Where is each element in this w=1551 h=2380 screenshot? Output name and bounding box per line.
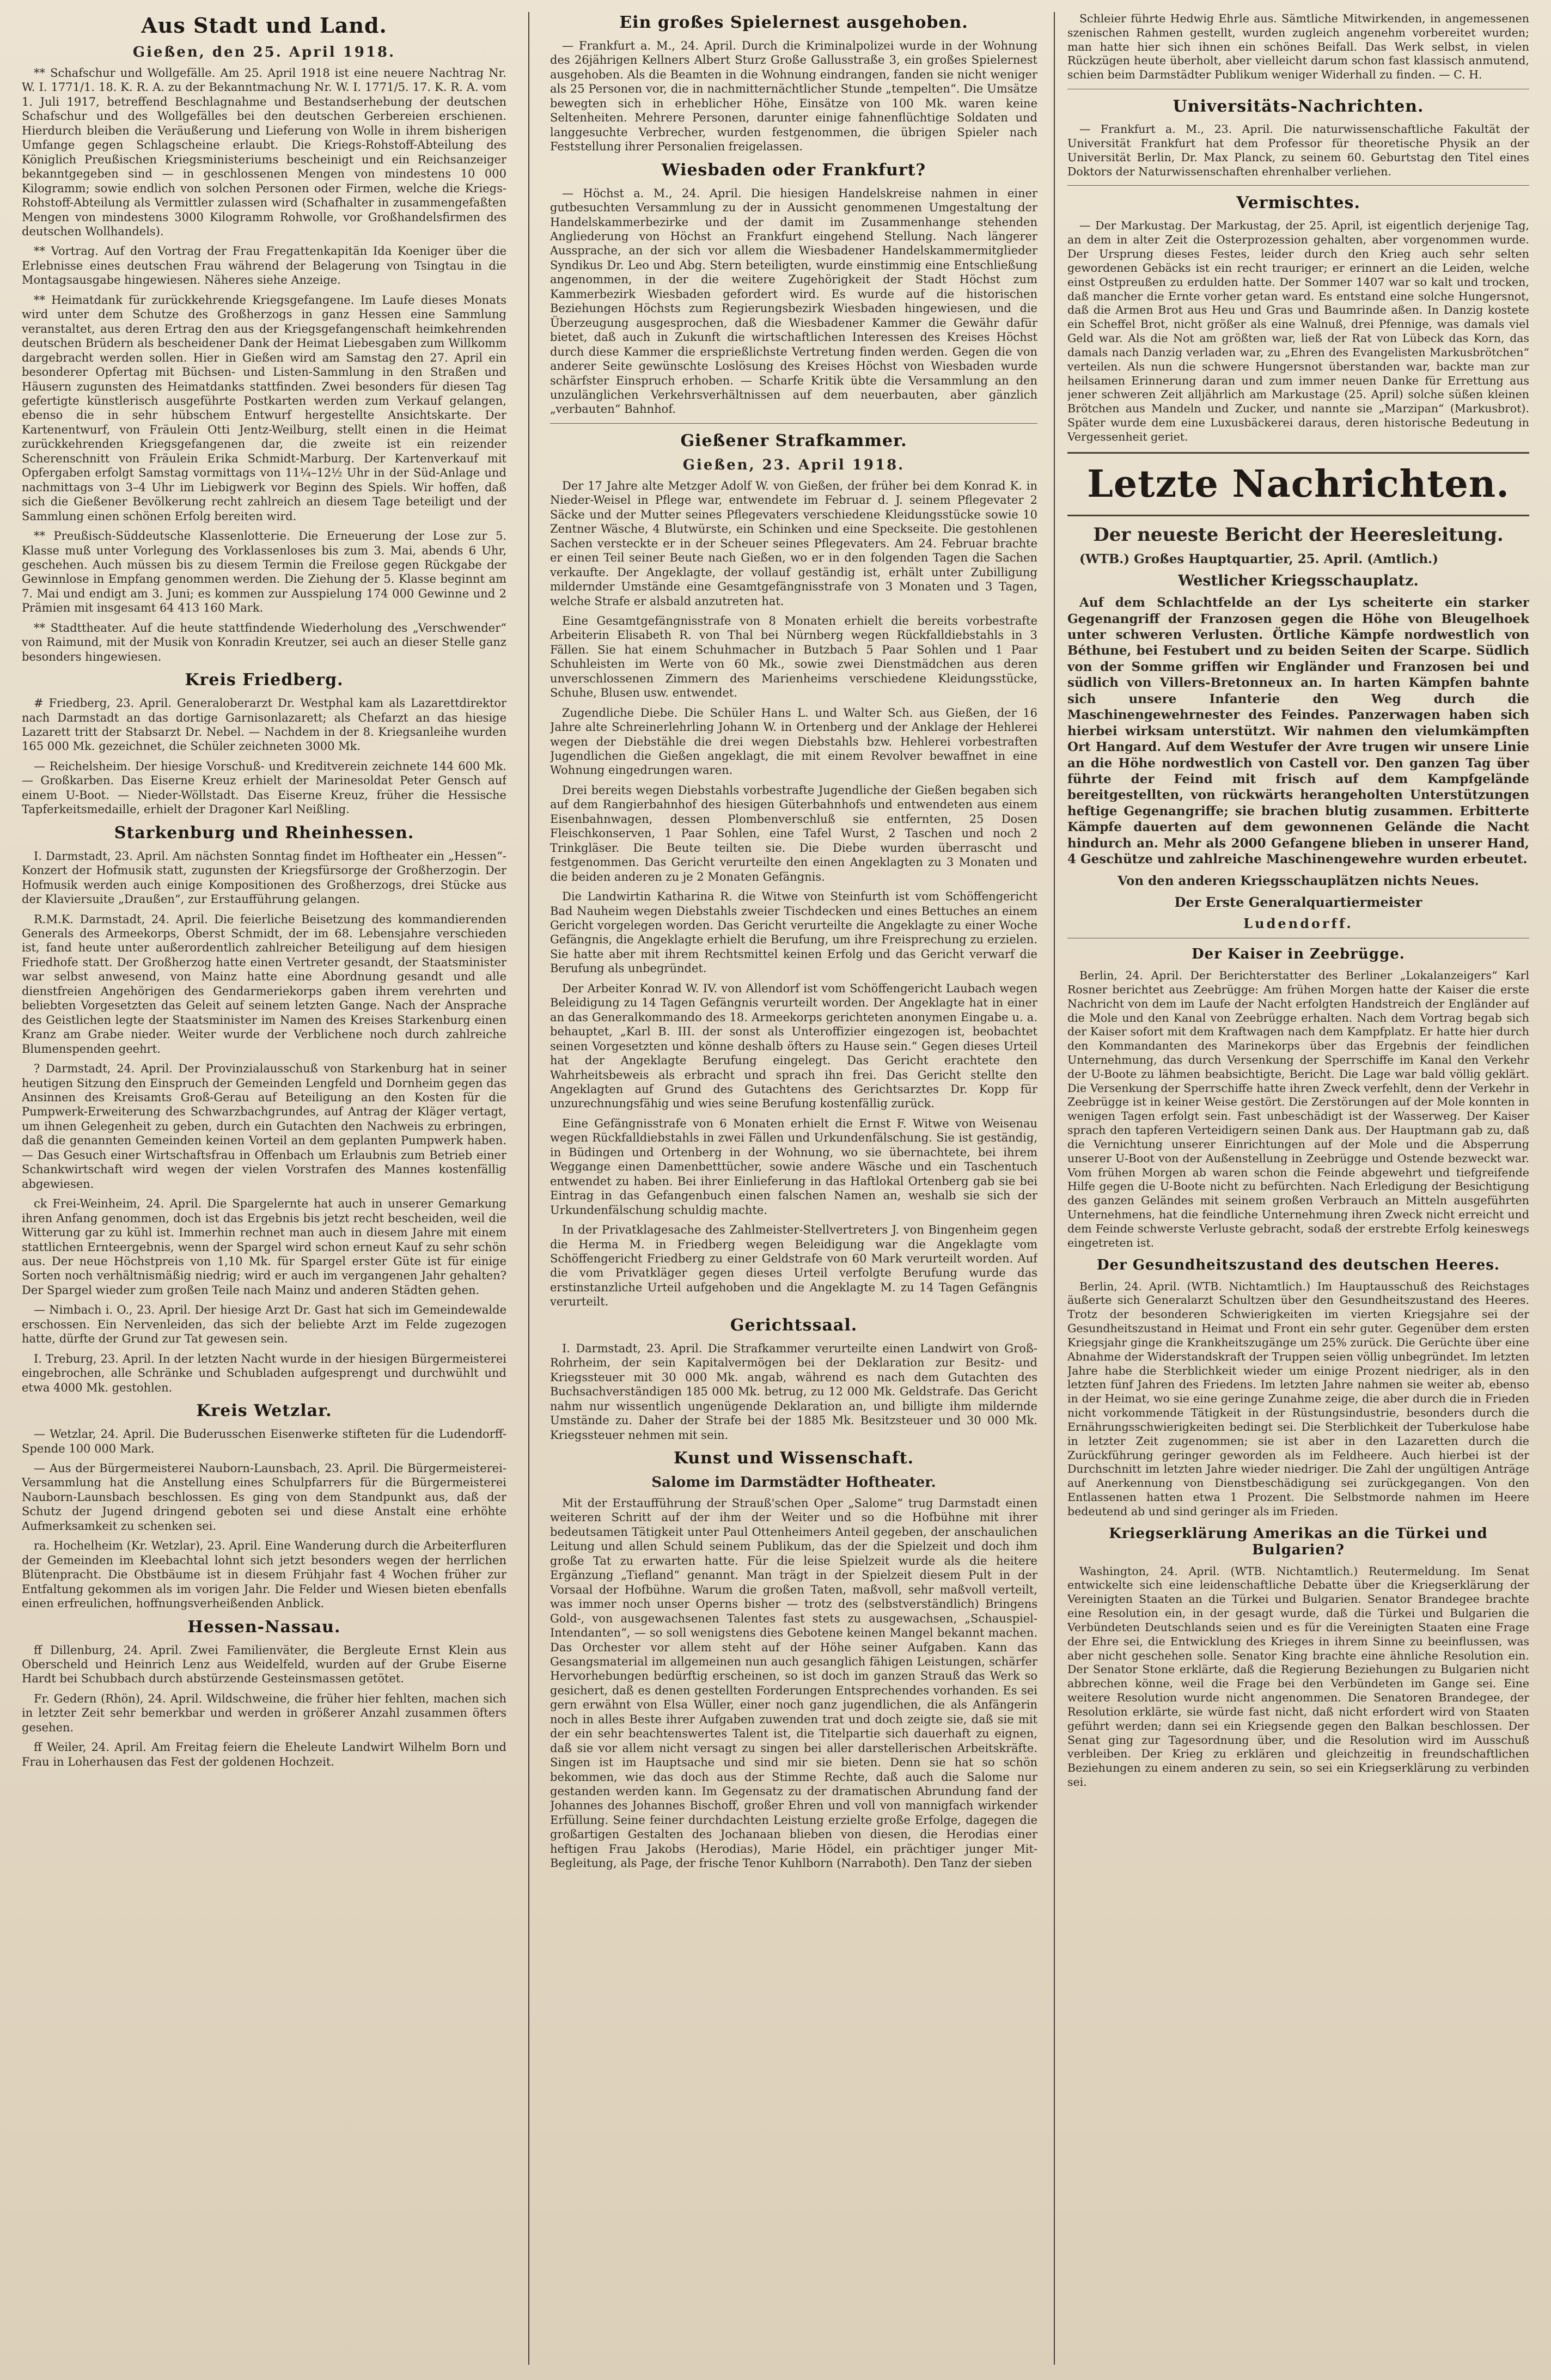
article-paragraph: Schleier führte Hedwig Ehrle aus. Sämtliche Mitwirkenden, in angemessenen szenischen Rahmen gestellt, wurden zugleich angenehm vorbereitet wurden; man hatte hier sich ihnen ein schönes Beifall. Das Werk selbst, in vielen Rückzügen heute überholt, aber vielleicht darum schon fast klassisch anmutend, schien beim Darmstädter Publikum weniger Widerhall zu finden. — C. H. xyxy=(1067,12,1529,82)
article-paragraph: Berlin, 24. April. (WTB. Nichtamtlich.) Im Hauptausschuß des Reichstages äußerte sich Generalarzt Schultzen über den Gesundheitszustand des Heeres. Trotz der besonderen Schwierigkeiten im vierten Kriegsjahre sei der Gesundheitszustand in Heimat und Front ein sehr guter. Gegenüber dem ersten Kriegsjahr ginge die Krankheitszugänge um 25% zurück. Die Gerüchte über eine Abnahme der Widerstandskraft der Truppen seien völlig unbegründet. Im letzten Jahre habe die Sterblichkeit wieder um einige Prozent niedriger, als in den letzten fünf Jahren des Friedens. Im letzten Jahre nahmen sie weiter ab, ebenso in der Heimat, wo sie eine geringe Zunahme zeige, die aber durch die in Frieden nicht vorkommende Tätigkeit in der Rüstungsindustrie, besonders durch die Ernährungsschwierigkeiten bedingt sei. Die Sterblichkeit der Tuberkulose habe in letzter Zeit zugenommen; sie ist aber in den Lazaretten durch die Zurückführung geringer geworden als im Feldheere. Auch hierbei ist der Durchschnitt im letzten Jahre wieder niedriger. Die Zahl der ungültigen Anträge auf Anerkennung von Dienstbeschädigung sei zurückgegangen. Von den Entlassenen hatten etwa 1 Prozent. Die Selbstmorde nahmen im Heere bedeutend ab und sind geringer als im Frieden. xyxy=(1067,1279,1529,1518)
article-paragraph: In der Privatklagesache des Zahlmeister-Stellvertreters J. von Bingenheim gegen die Herma M. in Friedberg wegen Beleidigung war die Angeklagte vom Schöffengericht Friedberg zu einer Geldstrafe von 60 Mark verurteilt worden. Auf die vom Privatkläger gegen dieses Urteil verfolgte Berufung wurde das erstinstanzliche Urteil aufgehoben und die Angeklagte M. zu 14 Tagen Gefängnis verurteilt. xyxy=(550,1223,1037,1309)
article-paragraph: Fr. Gedern (Rhön), 24. April. Wildschweine, die früher hier fehlten, machen sich in letzter Zeit sehr bemerkbar und werden in größerer Anzahl zusammen öfters gesehen. xyxy=(22,1692,506,1734)
article-paragraph: Washington, 24. April. (WTB. Nichtamtlich.) Reutermeldung. Im Senat entwickelte sich eine leidenschaftliche Debatte über die Kriegserklärung der Vereinigten Staaten an die Türkei und Bulgarien. Senator Brandegee brachte eine Resolution ein, in der gesagt wurde, daß die Türkei und Bulgarien die Verbündeten Deutschlands seien und es für die Vereinigten Staaten eine Frage der Ehre sei, die Entwicklung des Krieges in ihrem Sinne zu beeinflussen, was aber nicht geschehen solle. Senator King brachte eine ähnliche Resolution ein. Der Senator Stone erklärte, daß die Regierung Beziehungen zu Bulgarien nicht abbrechen könne, weil die Frage bei den Verbündeten im Gange sei. Eine weitere Resolution wurde nicht angenommen. Die Senatoren Brandegee, der Resolution erklärte, sie würde fast nicht, daß nicht erfordert wird von Staaten geführt werden; dann sei ein Kriegsende gegen den Balkan beschlossen. Der Senat ging zur Tagesordnung über, und die Resolution wird im Ausschuß verbleiben. Der Krieg zu erklären und gleichzeitig in freundschaftlichen Beziehungen zu einem anderen zu sein, so sei ein Kriegserklärung zu verbinden sei. xyxy=(1067,1564,1529,1789)
article-paragraph: ** Preußisch-Süddeutsche Klassenlotterie. Die Erneuerung der Lose zur 5. Klasse muß unter Vorlegung des Vorklassenloses bis zum 3. Mai, abends 6 Uhr, geschehen. Auch müssen bis zu diesem Termin die Freilose gegen Rückgabe der Gewinnlose in Empfang genommen werden. Die Ziehung der 5. Klasse beginnt am 7. Mai und endigt am 3. Juni; es kommen zur Ausspielung 174 000 Gewinne und 2 Prämien mit insgesamt 64 413 160 Mark. xyxy=(22,529,506,615)
divider xyxy=(1067,452,1529,454)
article-paragraph: Berlin, 24. April. Der Berichterstatter des Berliner „Lokalanzeigers“ Karl Rosner berichtet aus Zeebrügge: Am frühen Morgen hatte der Kaiser die erste Nachricht von dem im Laufe der Nacht erfolgten Handstreich der Engländer auf die Mole und den Kanal von Zeebrügge erhalten. Nach dem Vortrag begab sich der Kaiser sofort mit dem Kraftwagen nach dem Kampfplatz. Er hatte hier durch den Kommandanten des Marinekorps über das Ergebnis der feindlichen Unternehmung, das durch Versenkung der Sperrschiffe im Kanal den Verkehr der U-Boote zu lähmen beabsichtigte, Bericht. Die Lage war bald völlig geklärt. Die Versenkung der Sperrschiffe hatte ihren Zweck verfehlt, denn der Verkehr in Zeebrügge ist in keiner Weise gestört. Die Zerstörungen auf der Mole konnten in wenigen Tagen erfolgt sein. Fast unbeschädigt ist der Wasserweg. Der Kaiser sprach den tapferen Verteidigern seinen Dank aus. Der Hauptmann gab zu, daß die Vernichtung unserer Einrichtungen auf der Mole und die Absperrung unserer U-Boot von der Außenstellung in Zeebrügge und Ostende bezweckt war. Vom frühen Morgen ab waren schon die Feinde abgewehrt und tiefgreifende Hilfe gegen die U-Boote nicht zu befürchten. Nach Erledigung der Besichtigung des ganzen Geländes mit seinem großen Verbrauch an Mitteln ausgeführten Unternehmens, hat die feindliche Unternehmung ihren Zweck nicht erreicht und dem Feinde schwerste Verluste gebracht, sodaß der erstrebte Erfolg keineswegs eingetreten ist. xyxy=(1067,969,1529,1249)
article-paragraph: ? Darmstadt, 24. April. Der Provinzialausschuß von Starkenburg hat in seiner heutigen Sitzung den Einspruch der Gemeinden Lengfeld und Dornheim gegen das Ansinnen des Kreisamts Groß-Gerau auf Beteiligung an den Kosten für die Pumpwerk-Erweiterung des Schwarzbachgrundes, auf Antrag der Kläger vertagt, um ihnen Gelegenheit zu geben, durch ein Gutachten den Nachweis zu erbringen, daß die genannten Gemeinden keinen Vorteil an dem geplanten Pumpwerk haben. — Das Gesuch einer Wirtschaftsfrau in Offenbach um Erlaubnis zum Betrieb einer Schankwirtschaft wird wegen der vielen Vorstrafen des Mannes kostenfällig abgewiesen. xyxy=(22,1062,506,1191)
article-paragraph: ra. Hochelheim (Kr. Wetzlar), 23. April. Eine Wanderung durch die Arbeiterfluren der Gemeinden im Kleebachtal lohnt sich jetzt besonders wegen der herrlichen Blütenpracht. Die Obstbäume ist in diesem Frühjahr fast 4 Wochen früher zur Entfaltung gekommen als im vorigen Jahr. Die Felder und Wiesen bieten ebenfalls einen erfreulichen, hoffnungsverheißenden Anblick. xyxy=(22,1539,506,1610)
article-paragraph: ** Stadttheater. Auf die heute stattfindende Wiederholung des „Verschwender“ von Raimund, mit der Musik von Konradin Kreutzer, sei auch an dieser Stelle ganz besonders hingewiesen. xyxy=(22,621,506,663)
article-paragraph: I. Treburg, 23. April. In der letzten Nacht wurde in der hiesigen Bürgermeisterei eingebrochen, alle Schränke und Schubladen aufgesprengt und durchwühlt und etwa 4000 Mk. gestohlen. xyxy=(22,1352,506,1394)
article-paragraph: — Frankfurt a. M., 24. April. Durch die Kriminalpolizei wurde in der Wohnung des 26jährigen Kellners Albert Sturz Große Gallusstraße 3, ein großes Spielernest ausgehoben. Als die Beamten in die Wohnung eindrangen, fanden sie nicht weniger als 25 Personen vor, die in nachmitternächtlicher Stunde „tempelten“. Die Umsätze bewegten sich in erheblicher Höhe, Einsätze von 100 Mk. waren keine Seltenheiten. Mehrere Personen, darunter einige fahnenflüchtige Soldaten und langgesuchte Verbrecher, wurden festgenommen, die übrigen Spieler nach Feststellung ihrer Personalien freigelassen. xyxy=(550,39,1037,154)
article-paragraph: Die Landwirtin Katharina R. die Witwe von Steinfurth ist vom Schöffengericht Bad Nauheim wegen Diebstahls zweier Tischdecken und eines Bettuches an einem Gericht vorgelegen worden. Das Gericht verurteilte die Angeklagte zu einer Woche Gefängnis, die Angeklagte erhielt die Berufung, um ihre Freisprechung zu erzielen. Sie hatte aber mit ihrem Rechtsmittel keinen Erfolg und das Gericht verwarf die Berufung als unbegründet. xyxy=(550,890,1037,975)
report-source: (WTB.) Großes Hauptquartier, 25. April. (Amtlich.) xyxy=(1079,551,1439,566)
article-paragraph: — Wetzlar, 24. April. Die Buderusschen Eisenwerke stifteten für die Ludendorff-Spende 100 000 Mark. xyxy=(22,1427,506,1455)
column-rule xyxy=(528,12,529,2365)
article-paragraph: — Frankfurt a. M., 23. April. Die naturwissenschaftliche Fakultät der Universität Frankfurt hat dem Professor für theoretische Physik an der Universität Berlin, Dr. Max Planck, zu seinem 60. Geburtstag den Titel eines Doktors der Naturwissenschaften ehrenhalber verliehen. xyxy=(1067,123,1529,178)
article-heading-universitaet: Universitäts-Nachrichten. xyxy=(1173,97,1424,117)
column-2 xyxy=(550,12,1037,2365)
article-heading-gerichtssaal: Gerichtssaal. xyxy=(730,1315,858,1335)
section-heading-kreis-friedberg: Kreis Friedberg. xyxy=(185,670,344,690)
article-paragraph: Mit der Erstaufführung der Strauß'schen Oper „Salome“ trug Darmstadt einen weiteren Schritt auf der ihm der Weiter und so die Hofbühne mit ihrer bedeutsamen Tätigkeit unter Paul Ottenheimers Anteil gegeben, der anschaulichen Leitung und allen Schuld seinem Publikum, das der die Spielzeit und doch ihm große Tat zu erwarten hatte. Für die leise Spielzeit wurde als die heitere Ergänzung „Tiefland“ genannt. Man trägt in der Spielzeit diesem Pult in der Vorsaal der Hofbühne. Warum die großen Taten, maßvoll, sehr maßvoll verteilt, was immer noch unser Operns bisher — trotz des (selbstverständlich) Bringens Gold-, von ausgewachsenen Talentes fast stets zu ausgewachsen, „Schauspiel-Intendanten“, — so soll wenigstens dies Gebotene keinen Mangel bekannt machen. Das Orchester vor allem steht auf der Höhe seiner Aufgaben. Kann das Gesangsmaterial im allgemeinen nun auch gesanglich fähigen Leistungen, schärfer Hervorhebungen bedürftig erscheinen, so ist doch im ganzen Strauß das Werk so gesichert, daß es denen gestellten Forderungen Entsprechendes vorhanden. Es sei gern erwähnt von Elsa Wüller, einer noch ganz jugendlichen, die als Anfängerin noch in alles Beste ihrer Aufgaben zuwenden trat und doch zeigte sie, daß sie mit der ein sehr beachtenswertes Talent ist, die Titelpartie sich dauerhaft zu eignen, daß sie vor allem nicht versagt zu singen bei aller darstellerischen Arbeitskräfte. Singen ist im Hauptsache und sind mir sie bieten. Denn sie hat so schön bekommen, wie das doch aus der Stimme Rechte, daß auch die Salome nur gestanden werden kann. Im Gegensatz zu der dramatischen Abrundung fand der Johannes des Johannes Bischoff, großer Ehren und voll von mannigfach wirkender Erfüllung. Seine feiner durchdachten Leistung erzielte große Erfolge, dagegen die großartigen Gestalten des Jochanaan blieben von diesen, die Herodias einer heftigen Frau Jakobs (Herodias), Marie Hödel, ein prächtiger junger Mit-Begleitung, als Page, der frische Tenor Kuhlborn (Narraboth). Den Tanz der sieben xyxy=(550,1496,1037,1870)
section-heading-letzte-nachrichten: Letzte Nachrichten. xyxy=(1087,462,1510,506)
divider xyxy=(550,423,1037,424)
column-3 xyxy=(1067,12,1529,2365)
column-1 xyxy=(22,12,506,2365)
article-paragraph: I. Darmstadt, 23. April. Die Strafkammer verurteilte einen Landwirt von Groß-Rohrheim, der sein Kapitalvermögen bei der Deklaration zur Besitz- und Kriegssteuer mit 30 000 Mk. angab, während es nach dem Gutachten des Buchsachverständigen 185 000 Mk. betrug, zu 12 000 Mk. Geldstrafe. Das Gericht nahm nur wissentlich ungenügende Deklaration an, und billigte ihm mildernde Umstände zu. Daher der Strafe bei der 1885 Mk. Besitzsteuer und 30 000 Mk. Kriegssteuer nehmen mit sein. xyxy=(550,1341,1037,1442)
signature-name: Ludendorff. xyxy=(1243,916,1353,932)
article-heading-gesundheit: Der Gesundheitszustand des deutschen Heeres. xyxy=(1097,1256,1500,1273)
article-paragraph: — Der Markustag. Der Markustag, der 25. April, ist eigentlich derjenige Tag, an dem in alter Zeit die Osterprozession gehalten, aber vorgenommen wurde. Der Ursprung dieses Festes, leider durch den Krieg auch sehr selten gewordenen Gebäcks ist ein recht trauriger; er erinnert an die Leiden, welche einst Ostpreußen zu erdulden hatte. Der Sommer 1407 war so kalt und trocken, daß mancher die Ernte vorher getan ward. Es entstand eine solche Hungersnot, daß die Armen Brot aus Heu und Gras und Baumrinde aßen. In Danzig kostete ein Scheffel Brot, nicht größer als eine Walnuß, drei Pfennige, was damals viel Geld war. Als die Not am größten war, ließ der Rat von Lübeck das Korn, das damals nach Danzig verladen war, zu „Ehren des Evangelisten Markusbrötchen“ verteilen. Als nun die schwere Hungersnot überstanden war, backte man zur heilsamen Erinnerung daran und zum immer neuen Danke für Errettung aus jener schweren Zeit alljährlich am Markustage (25. April) solche süßen kleinen Brötchen aus Mandeln und Zucker, und nannte sie „Marzipan“ (Markusbrot). Später wurde dem eine Luxusbäckerei daraus, deren historische Bedeutung in Vergessenheit geriet. xyxy=(1067,219,1529,443)
divider xyxy=(1067,515,1529,516)
dateline: Gießen, 23. April 1918. xyxy=(682,456,905,473)
article-paragraph: — Höchst a. M., 24. April. Die hiesigen Handelskreise nahmen in einer gutbesuchten Versammlung zu der in Aussicht genommenen Umgestaltung der Handelskammerbezirke und der damit im Zusammenhange stehenden Angliederung von Höchst an Frankfurt eingehend Stellung. Nach längerer Aussprache, an der sich vor allem die Wiesbadener Handelskammermitglieder Syndikus Dr. Leo und Abg. Stern beteiligten, wurde einstimmig eine Entschließung angenommen, in der die weitere Zugehörigkeit der Stadt Höchst zum Kammerbezirk Wiesbaden gefordert wird. Es wurde auf die historischen Beziehungen Höchsts zum Regierungsbezirk Wiesbaden hingewiesen, und die Überzeugung ausgesprochen, daß die Wiesbadener Kammer die Gewähr dafür bietet, daß auch in Zukunft die wirtschaftlichen Interessen des Kreises Höchst durch diese Kammer die ersprießlichste Vertretung finden werden. Gegen die von anderer Seite gewünschte Loslösung des Kreises Höchst von Wiesbaden wurde schärfster Einspruch erhoben. — Scharfe Kritik übte die Versammlung an den unzulänglichen Verkehrsverhältnissen auf dem neuerbauten, aber gänzlich „verbauten“ Bahnhof. xyxy=(550,186,1037,416)
article-paragraph: R.M.K. Darmstadt, 24. April. Die feierliche Beisetzung des kommandierenden Generals des Armeekorps, Oberst Schmidt, der im 68. Lebensjahre verschieden ist, fand heute unter außerordentlich zahlreicher Beteiligung auf dem hiesigen Friedhofe statt. Der Großherzog hatte einen Vertreter gesandt, der Staatsminister war selbst anwesend, von Mainz hatte eine Abordnung gesandt und alle dienstfreien Angehörigen des Gendarmeriekorps gaben ihrem verehrten und beliebten Vorgesetzten das Geleit auf seinem letzten Gange. Nach der Ansprache des Geistlichen legte der Staatsminister im Namen des Kreises Starkenburg einen Kranz am Grabe nieder. Weiter wurde der Verblichene noch durch zahlreiche Blumenspenden geehrt. xyxy=(22,912,506,1055)
dateline: Gießen, den 25. April 1918. xyxy=(132,44,396,60)
article-paragraph: ff Dillenburg, 24. April. Zwei Familienväter, die Bergleute Ernst Klein aus Oberscheld und Heinrich Lenz aus Weidelfeld, wurden auf der Grube Eiserne Hardt bei Schubbach durch abstürzende Gesteinsmassen getötet. xyxy=(22,1643,506,1686)
section-heading-starkenburg: Starkenburg und Rheinhessen. xyxy=(114,823,414,843)
front-heading: Westlicher Kriegsschauplatz. xyxy=(1178,572,1419,590)
article-paragraph: Der Arbeiter Konrad W. IV. von Allendorf ist vom Schöffengericht Laubach wegen Beleidigung zu 14 Tagen Gefängnis verurteilt worden. Der Angeklagte hat in einer an das Generalkommando des 18. Armeekorps gerichteten anonymen Eingabe u. a. behauptet, „Karl B. III. der sonst als Unteroffizier eingezogen ist, beobachtet seinen Vorgesetzten und könne deshalb öfters zu Hause sein.“ Gegen dieses Urteil hat der Angeklagte Berufung eingelegt. Das Gericht erachtete den Wahrheitsbeweis als erbracht und sprach ihn frei. Das Gericht stellte den Angeklagten auf Grund des Gutachtens des Gerichtsarztes Dr. Kopp für unzurechnungsfähig und wies seine Berufung kostenfällig zurück. xyxy=(550,981,1037,1110)
article-heading-wiesbaden: Wiesbaden oder Frankfurt? xyxy=(661,160,926,180)
article-paragraph: ** Schafschur und Wollgefälle. Am 25. April 1918 ist eine neuere Nachtrag Nr. W. I. 1771/1. 18. K. R. A. zu der Bekanntmachung Nr. W. I. 1771/5. 17. K. R. A. vom 1. Juli 1917, betreffend Beschlagnahme und Bestandserhebung der deutschen Schafschur und des Wollgefälles bei den deutschen Gerbereien erschienen. Hierdurch bleiben die Veräußerung und Lieferung von Wolle in ihrem bisherigen Umfange gegen Schlagscheine erlaubt. Die Kriegs-Rohstoff-Abteilung des Königlich Preußischen Kriegsministeriums bescheinigt und ein Reichsanzeiger bekanntgegeben sind — in geschlossenen Mengen von mindestens 10 000 Kilogramm; sowie endlich von solchen Personen oder Firmen, welche die Kriegs-Rohstoff-Abteilung als Vermittler zulassen wird (Schafhalter in zusammengefaßten Mengen von mindestens 3000 Kilogramm Rohwolle, vor Großhandelsfirmen des deutschen Wollhandels). xyxy=(22,66,506,238)
article-heading-amerika: Kriegserklärung Amerikas an die Türkei und Bulgarien? xyxy=(1109,1525,1488,1558)
report-paragraph: Von den anderen Kriegsschauplätzen nichts Neues. xyxy=(1118,873,1479,888)
article-paragraph: — Aus der Bürgermeisterei Nauborn-Launsbach, 23. April. Die Bürgermeisterei-Versammlung hat die Anstellung eines Schulpfarrers für die Bürgermeisterei Nauborn-Launsbach beschlossen. Es ging von dem Standpunkt aus, daß der Schutz der Jugend dringend geboten sei und diese Anstalt eine erhöhte Aufmerksamkeit zu schenken sei. xyxy=(22,1461,506,1533)
article-paragraph: — Nimbach i. O., 23. April. Der hiesige Arzt Dr. Gast hat sich im Gemeindewalde erschossen. Ein Nervenleiden, das sich der beliebte Arzt im Felde zugezogen hatte, dürfte der Grund zur Tat gewesen sein. xyxy=(22,1303,506,1346)
article-heading-spielernest: Ein großes Spielernest ausgehoben. xyxy=(619,13,968,32)
column-rule xyxy=(1054,12,1055,2365)
report-paragraph: Auf dem Schlachtfelde an der Lys scheiterte ein starker Gegenangriff der Franzosen gegen die Höhe von Bleugelhoek unter schweren Verlusten. Örtliche Kämpfe nordwestlich von Béthune, bei Festubert und zu beiden Seiten der Scarpe. Südlich von der Somme griffen wir Engländer und Franzosen bei und südlich von Villers-Bretonneux an. In harten Kämpfen bahnte sich unsere Infanterie den Weg durch die Maschinengewehrnester des Feindes. Panzerwagen haben sich hierbei wirksam unterstützt. Wir nahmen den vielumkämpften Ort Hangard. Auf dem Westufer der Avre trugen wir unsere Linie an die Höhe nordwestlich von Castell vor. Den ganzen Tag über führte der Feind mit frisch auf dem Kampfgelände bereitgestellten, von rückwärts herangeholten Unterstützungen heftige Gegenangriffe; sie brachen blutig zusammen. Erbitterte Kämpfe dauerten auf dem gewonnenen Gelände die Nacht hindurch an. Mehr als 2000 Gefangene blieben in unserer Hand, 4 Geschütze und zahlreiche Maschinengewehre wurden erbeutet. xyxy=(1067,595,1529,867)
divider xyxy=(1067,185,1529,186)
article-paragraph: Der 17 Jahre alte Metzger Adolf W. von Gießen, der früher bei dem Konrad K. in Nieder-Weisel in Pflege war, entwendete im Februar d. J. seinem Pflegevater 2 Säcke und der Mutter seines Pflegevaters verschiedene Kleidungsstücke sowie 10 Zentner Wäsche, 4 Blutwürste, ein Schinken und eine Speckseite. Die gestohlenen Sachen versteckte er in der Scheuer seines Pflegevaters. Am 24. Februar brachte er einen Teil seiner Beute nach Gießen, wo er in den folgenden Tagen die Sachen verkaufte. Der Angeklagte, der vollauf geständig ist, erhält unter Zubilligung mildernder Umstände eine Gesamtgefängnisstrafe von 3 Monaten und 3 Tagen, welche Strafe er alsbald anzutreten hat. xyxy=(550,479,1037,608)
article-paragraph: Eine Gefängnisstrafe von 6 Monaten erhielt die Ernst F. Witwe von Weisenau wegen Rückfalldiebstahls in zwei Fällen und Urkundenfälschung. Sie ist geständig, in Büdingen und Ortenberg in der Wohnung, wo sie übernachtete, bei ihrem Weggange einen Damenbetttücher, sowie andere Wäsche und ein Taschentuch entwendet zu haben. Bei ihrer Einlieferung in das Haftlokal Ortenberg gab sie bei Eintrag in das Gefangenbuch einen falschen Namen an, weshalb sie sich der Urkundenfälschung schuldig machte. xyxy=(550,1116,1037,1217)
article-paragraph: ** Heimatdank für zurückkehrende Kriegsgefangene. Im Laufe dieses Monats wird unter dem Schutze des Großherzogs in ganz Hessen eine Sammlung veranstaltet, aus deren Ertrag den aus der Kriegsgefangenschaft heimkehrenden deutschen Brüdern als bescheidener Dank der Heimat Liebesgaben zum Willkomm dargebracht werden sollen. Hier in Gießen wird am Samstag den 27. April ein besonderer Opfertag mit Büchsen- und Listen-Sammlung in den Straßen und Häusern zugunsten des Heimatdanks stattfinden. Zwei besonders für diesen Tag gefertigte künstlerisch ausgeführte Postkarten werden zum Verkauf gelangen, ebenso die in sehr hübschem Entwurf hergestellte Ansichtskarte. Der Kartenentwurf, von Fräulein Otti Jentz-Weilburg, stellt einen in die Heimat zurückkehrenden Kriegsgefangenen dar, die zweite ist ein reizender Scherenschnitt von Fräulein Erika Schmidt-Marburg. Der Kartenverkauf mit Opfergaben erfolgt Samstag vormittags von 11¼–12½ Uhr in der Süd-Anlage und nachmittags von 3–4 Uhr im Liebigwerk vor Beginn des Spiels. Wir hoffen, daß sich die Gießener Bevölkerung recht zahlreich an diesem Tage beteiligt und der Sammlung einen schönen Erfolg bereiten wird. xyxy=(22,293,506,523)
article-heading-kunst: Kunst und Wissenschaft. xyxy=(673,1448,914,1468)
signature-title: Der Erste Generalquartiermeister xyxy=(1174,894,1422,911)
article-paragraph: — Reichelsheim. Der hiesige Vorschuß- und Kreditverein zeichnete 144 600 Mk. — Großkarben. Das Eiserne Kreuz erhielt der Marinesoldat Peter Gensch auf einem U-Boot. — Nieder-Wöllstadt. Das Eiserne Kreuz, früher die Hessische Tapferkeitsmedaille, erhielt der Dragoner Karl Neißling. xyxy=(22,759,506,816)
article-paragraph: Drei bereits wegen Diebstahls vorbestrafte Jugendliche der Gießen begaben sich auf dem Rangierbahnhof des hiesigen Güterbahnhofs und entwendeten aus einem Eisenbahnwagen, dessen Plombenverschluß sie entfernten, 25 Dosen Fleischkonserven, 1 Paar Sohlen, eine Tafel Wurst, 2 Taschen und noch 2 Trinkgläser. Die Beute teilten sie. Die Diebe wurden überrascht und festgenommen. Das Gericht verurteilte den einen Angeklagten zu 3 Monaten und die beiden anderen zu je 2 Monaten Gefängnis. xyxy=(550,783,1037,883)
article-heading-kaiser: Der Kaiser in Zeebrügge. xyxy=(1192,946,1405,963)
article-paragraph: Eine Gesamtgefängnisstrafe von 8 Monaten erhielt die bereits vorbestrafte Arbeiterin Elisabeth R. von Thal bei Nürnberg wegen Rückfalldiebstahls in 3 Fällen. Sie hat einem Schuhmacher in Butzbach 5 Paar Sohlen und 1 Paar Schuhleisten im Werte von 60 Mk., sowie zwei Dienstmädchen aus deren unverschlossenen Zimmern des Marienheims verschiedene Kleidungsstücke, Schuhe, Blusen usw. entwendet. xyxy=(550,614,1037,700)
article-subheading: Der neueste Bericht der Heeresleitung. xyxy=(1093,523,1504,546)
section-heading-kreis-wetzlar: Kreis Wetzlar. xyxy=(196,1401,332,1421)
section-heading-local-news: Aus Stadt und Land. xyxy=(141,13,387,38)
article-paragraph: ff Weiler, 24. April. Am Freitag feiern die Eheleute Landwirt Wilhelm Born und Frau in Loherhausen das Fest der goldenen Hochzeit. xyxy=(22,1741,506,1768)
article-paragraph: I. Darmstadt, 23. April. Am nächsten Sonntag findet im Hoftheater ein „Hessen“-Konzert der Hofmusik statt, zugunsten der Kriegsfürsorge der Großherzogin. Der Hofmusik werden auch einige Kompositionen des Großherzogs, drei Stücke aus der Klaviersuite „Draußen“, zur Erstaufführung gelangen. xyxy=(22,849,506,906)
article-paragraph: ck Frei-Weinheim, 24. April. Die Spargelernte hat auch in unserer Gemarkung ihren Anfang genommen, doch ist das Ergebnis bis jetzt recht bescheiden, weil die Witterung gar zu kühl ist. Immerhin rechnet man auch in diesem Jahre mit einem stattlichen Ernteergebnis, wenn der Spargel wird schon erneut Kauf zu sehr schön aus. Der neue Höchstpreis von 1,10 Mk. für Spargel erster Güte ist für einige Sorten noch verhältnismäßig niedrig; wird er auch im vergangenen Jahr gehalten? Der Spargel wieder zum großen Teile nach Mainz und anderen Städten gehen. xyxy=(22,1197,506,1297)
article-paragraph: Zugendliche Diebe. Die Schüler Hans L. und Walter Sch. aus Gießen, der 16 Jahre alte Schreinerlehrling Johann W. in Ortenberg und der Anklage der Hehlerei wegen der Diebstähle die drei wegen Diebstahls bzw. Hehlerei vorbestraften Jugendlichen die Gießen angeklagt, die mit einem Revolver bewaffnet in eine Wohnung eingedrungen waren. xyxy=(550,706,1037,777)
article-heading-strafkammer: Gießener Strafkammer. xyxy=(680,431,907,450)
article-paragraph: # Friedberg, 23. April. Generaloberarzt Dr. Westphal kam als Lazarettdirektor nach Darmstadt an das dortige Garnisonlazarett; als Chefarzt an das hiesige Lazarett tritt der Stabsarzt Dr. Nebel. — Nachdem in der 8. Kriegsanleihe wurden 165 000 Mk. gezeichnet, die Schüler zeichneten 3000 Mk. xyxy=(22,697,506,753)
article-paragraph: ** Vortrag. Auf den Vortrag der Frau Fregattenkapitän Ida Koeniger über die Erlebnisse eines deutschen Frau während der Belagerung von Tsingtau in die Montagsausgabe hingewiesen. Näheres siehe Anzeige. xyxy=(22,245,506,287)
article-heading-vermischtes: Vermischtes. xyxy=(1236,193,1360,213)
section-heading-hessen-nassau: Hessen-Nassau. xyxy=(187,1617,341,1637)
article-subheading: Salome im Darmstädter Hoftheater. xyxy=(651,1474,936,1491)
